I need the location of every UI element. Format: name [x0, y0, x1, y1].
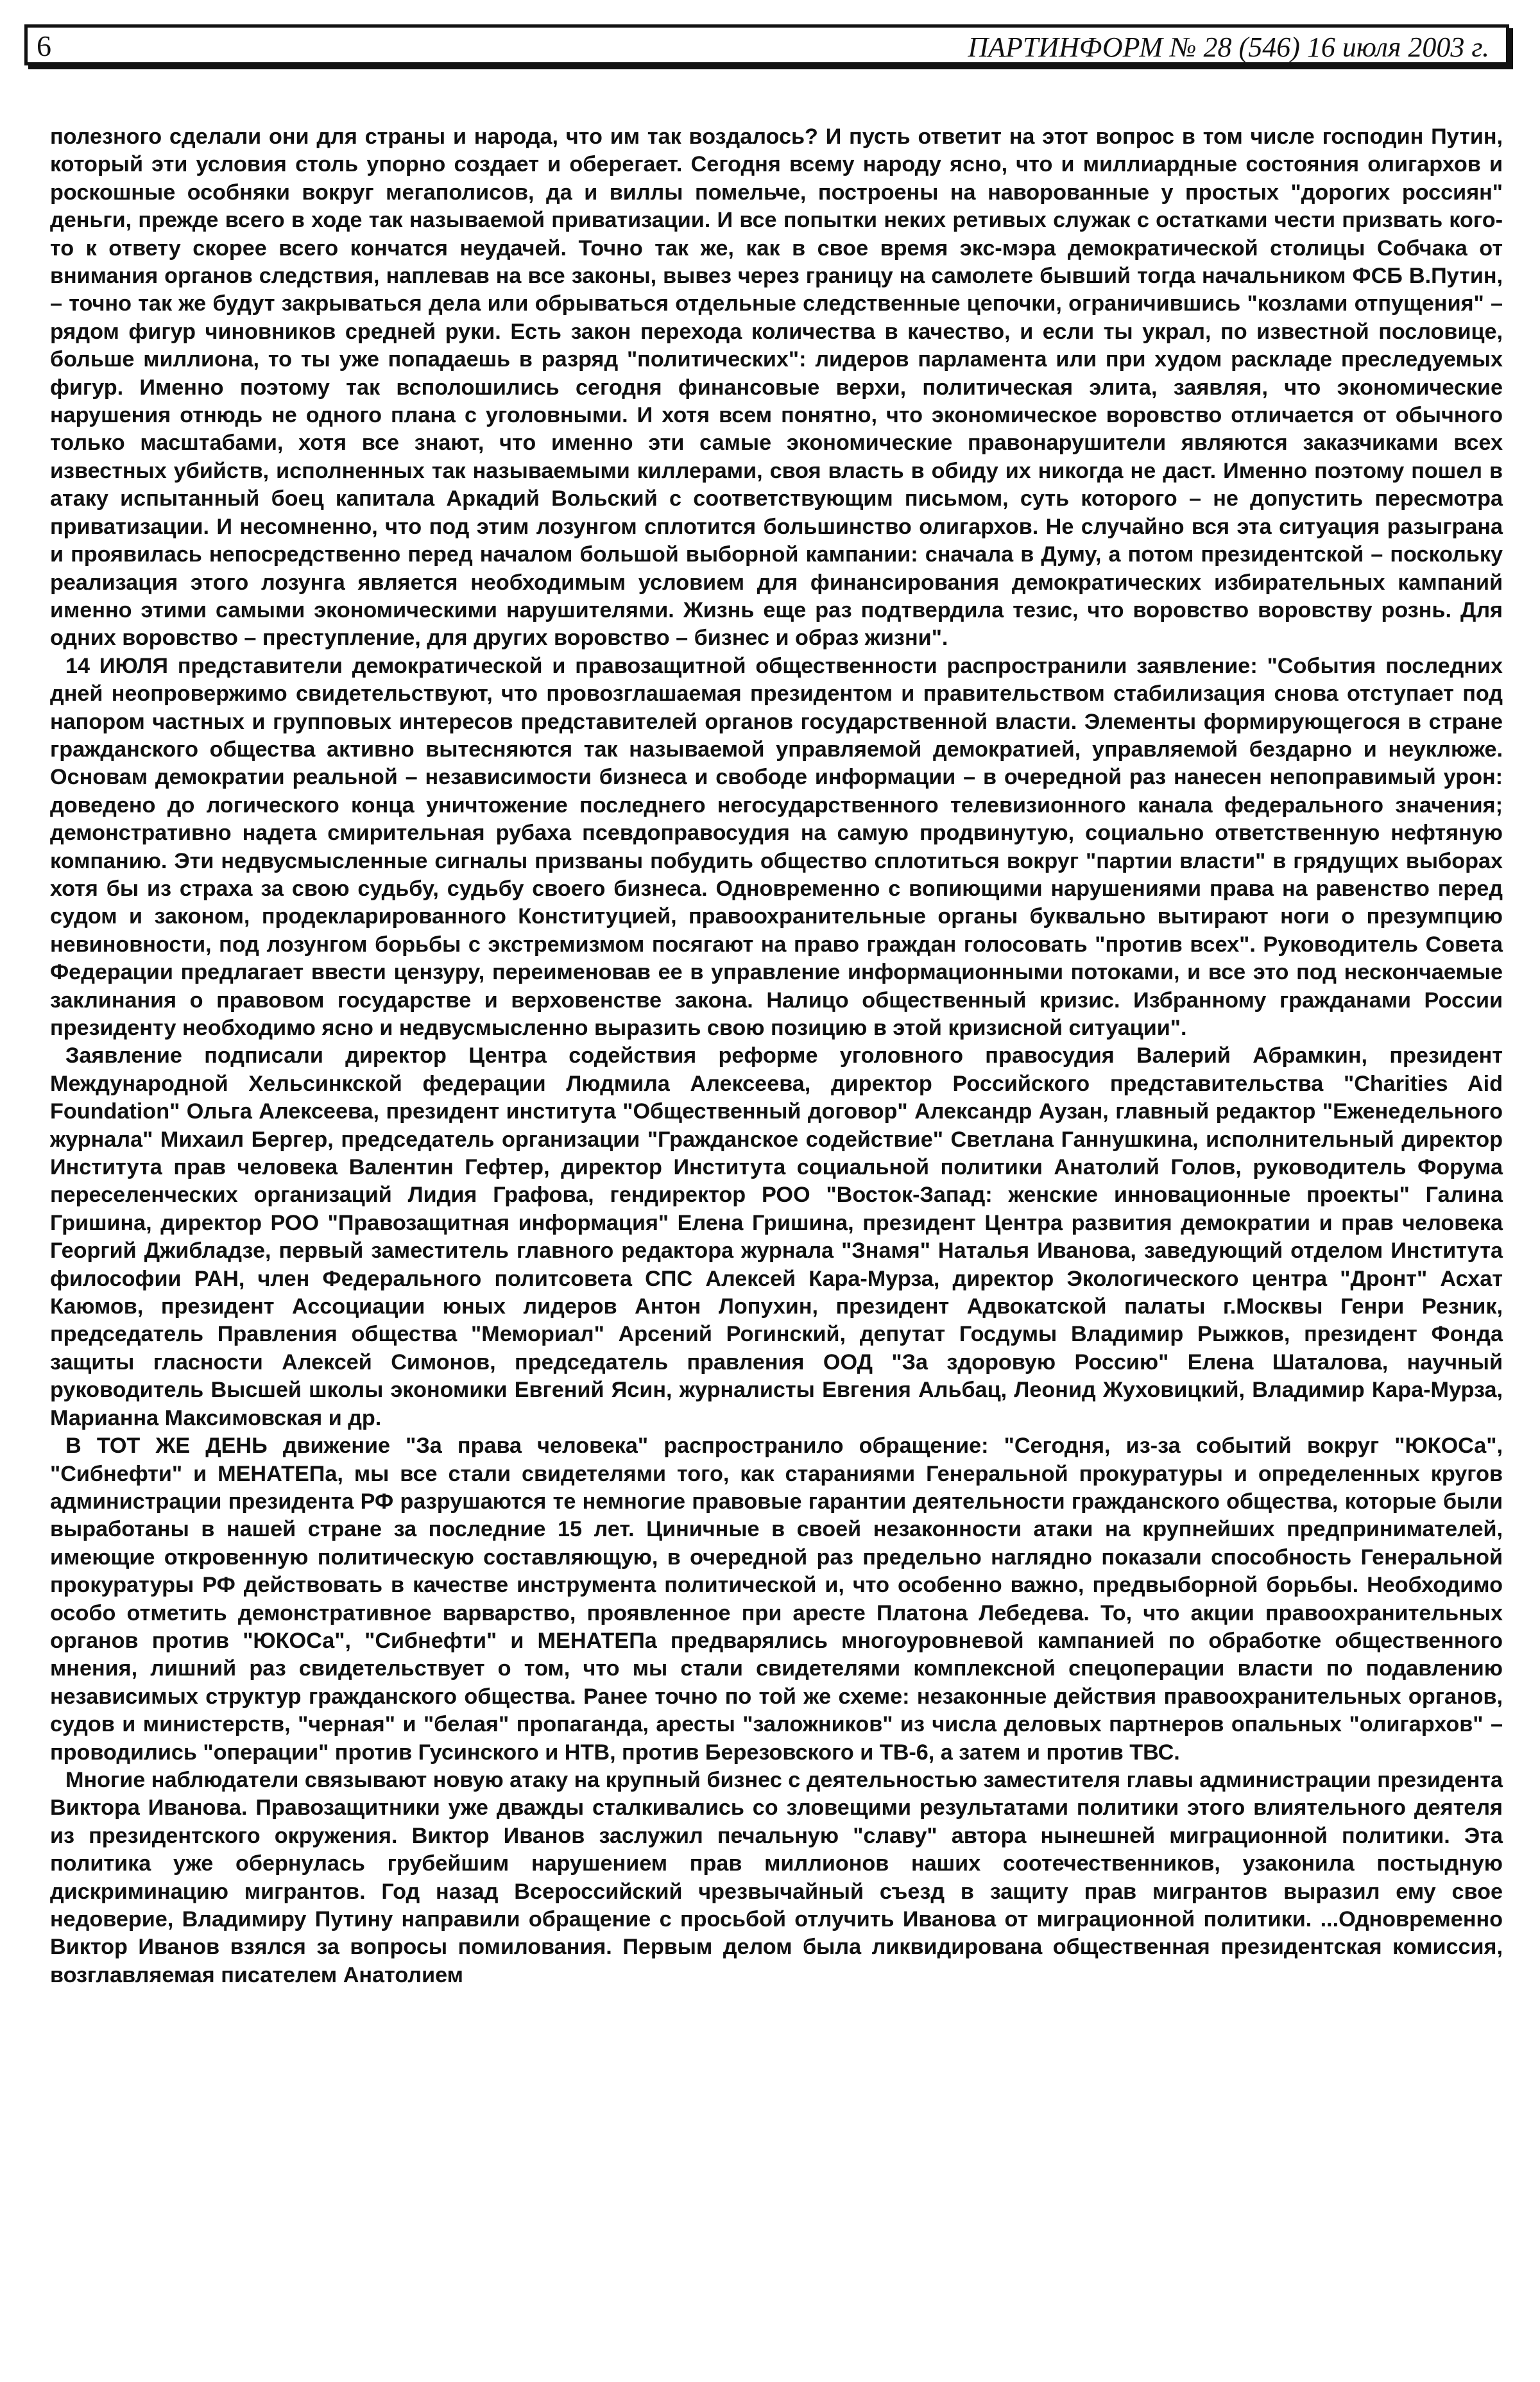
page-number: 6 [37, 30, 51, 62]
article-body [50, 123, 1503, 1989]
article-paragraph: полезного сделали они для страны и народа, что им так воздалось? И пусть ответит на этот вопрос в том числе господин Путин, который эти условия столь упорно создает и оберегает. Сегодня всему народу ясно, что и миллиардные состояния олигархов и роскошные особняки вокруг мегаполисов, да и виллы помельче, построены на наворованные у простых "дорогих россиян" деньги, прежде всего в ходе так называемой приватизации. И все попытки неких ретивых служак с остатками чести призвать кого-то к ответу скорее всего кончатся неудачей. Точно так же, как в свое время экс-мэра демократической столицы Собчака от внимания органов следствия, наплевав на все законы, вывез через границу на самолете бывший тогда начальником ФСБ В.Путин, – точно так же будут закрываться дела или обрываться отдельные следственные цепочки, ограничившись "козлами отпущения" – рядом фигур чиновников средней руки. Есть закон перехода количества в качество, и если ты украл, по известной пословице, больше миллиона, то ты уже попадаешь в разряд "политических": лидеров парламента или при худом раскладе преследуемых фигур. Именно поэтому так всполошились сегодня финансовые верхи, политическая элита, заявляя, что экономические нарушения отнюдь не одного плана с уголовными. И хотя всем понятно, что экономическое воровство отличается от обычного только масштабами, хотя все знают, что именно эти самые экономические правонарушители являются заказчиками всех известных убийств, исполненных так называемыми киллерами, своя власть в обиду их никогда не даст. Именно поэтому пошел в атаку испытанный боец капитала Аркадий Вольский с соответствующим письмом, суть которого – не допустить пересмотра приватизации. И несомненно, что под этим лозунгом сплотится большинство олигархов. Не случайно вся эта ситуация разыграна и проявилась непосредственно перед началом большой выборной кампании: сначала в Думу, а потом президентской – поскольку реализация этого лозунга является необходимым условием для финансирования демократических избирательных кампаний именно этими самыми экономическими нарушителями. Жизнь еще раз подтвердила тезис, что воровство воровству рознь. Для одних воровство – преступление, для других воровство – бизнес и образ жизни". [50, 124, 1503, 651]
article-paragraph: Многие наблюдатели связывают новую атаку на крупный бизнес с деятельностью заместителя главы администрации президента Виктора Иванова. Правозащитники уже дважды сталкивались со зловещими результатами политики этого влиятельного деятеля из президентского окружения. Виктор Иванов заслужил печальную "славу" автора нынешней миграционной политики. Эта политика уже обернулась грубейшим нарушением прав миллионов наших соотечественников, узаконила постыдную дискриминацию мигрантов. Год назад Всероссийский чрезвычайный съезд в защиту прав мигрантов выразил ему свое недоверие, Владимиру Путину направили обращение с просьбой отлучить Иванова от миграционной политики. ...Одновременно Виктор Иванов взялся за вопросы помилования. Первым делом была ликвидирована общественная президентская комиссия, возглавляемая писателем Анатолием [50, 1767, 1503, 1987]
article-paragraph: Заявление подписали директор Центра содействия реформе уголовного правосудия Валерий Абрамкин, президент Международной Хельсинкской федерации Людмила Алексеева, директор Российского представительства "Charities Aid Foundation" Ольга Алексеева, президент института "Общественный договор" Александр Аузан, главный редактор "Еженедельного журнала" Михаил Бергер, председатель организации "Гражданское содействие" Светлана Ганнушкина, исполнительный директор Института прав человека Валентин Гефтер, директор Института социальной политики Анатолий Голов, руководитель Форума переселенческих организаций Лидия Графова, гендиректор РОО "Восток-Запад: женские инновационные проекты" Галина Гришина, директор РОО "Правозащитная информация" Елена Гришина, президент Центра развития демократии и прав человека Георгий Джибладзе, первый заместитель главного редактора журнала "Знамя" Наталья Иванова, заведующий отделом Института философии РАН, член Федерального политсовета СПС Алексей Кара-Мурза, директор Экологического центра "Дронт" Асхат Каюмов, президент Ассоциации юных лидеров Антон Лопухин, президент Адвокатской палаты г.Москвы Генри Резник, председатель Правления общества "Мемориал" Арсений Рогинский, депутат Госдумы Владимир Рыжков, президент Фонда защиты гласности Алексей Симонов, председатель правления ООД "За здоровую Россию" Елена Шаталова, научный руководитель Высшей школы экономики Евгений Ясин, журналисты Евгения Альбац, Леонид Жуховицкий, Владимир Кара-Мурза, Марианна Максимовская и др. [50, 1043, 1503, 1430]
article-paragraph: В ТОТ ЖЕ ДЕНЬ движение "За права человека" распространило обращение: "Сегодня, из-за событий вокруг "ЮКОСа", "Сибнефти" и МЕНАТЕПа, мы все стали свидетелями того, как стараниями Генеральной прокуратуры и определенных кругов администрации президента РФ разрушаются те немногие правовые гарантии деятельности гражданского общества, которые были выработаны в нашей стране за последние 15 лет. Циничные в своей незаконности атаки на крупнейших предпринимателей, имеющие откровенную политическую составляющую, в очередной раз предельно наглядно показали способность Генеральной прокуратуры РФ действовать в качестве инструмента политической и, что особенно важно, предвыборной борьбы. Необходимо особо отметить демонстративное варварство, проявленное при аресте Платона Лебедева. То, что акции правоохранительных органов против "ЮКОСа", "Сибнефти" и МЕНАТЕПа предварялись многоуровневой кампанией по обработке общественного мнения, лишний раз свидетельствует о том, что мы стали свидетелями комплексной спецоперации власти по подавлению независимых структур гражданского общества. Ранее точно по той же схеме: незаконные действия правоохранительных органов, судов и министерств, "черная" и "белая" пропаганда, аресты "заложников" из числа деловых партнеров опальных "олигархов" – проводились "операции" против Гусинского и НТВ, против Березовского и ТВ-6, а затем и против ТВС. [50, 1434, 1503, 1765]
issue-line: ПАРТИНФОРМ № 28 (546) 16 июля 2003 г. [968, 31, 1489, 63]
article-paragraph: 14 ИЮЛЯ представители демократической и правозащитной общественности распространили заявление: "События последних дней неопровержимо свидетельствуют, что провозглашаемая президентом и правительством стабилизация снова отступает под напором частных и групповых интересов представителей органов государственной власти. Элементы формирующегося в стране гражданского общества активно вытесняются так называемой управляемой демократией, управляемой бездарно и неуклюже. Основам демократии реальной – независимости бизнеса и свободе информации – в очередной раз нанесен непоправимый урон: доведено до логического конца уничтожение последнего негосударственного телевизионного канала федерального значения; демонстративно надета смирительная рубаха псевдоправосудия на самую продвинутую, социально ответственную нефтяную компанию. Эти недвусмысленные сигналы призваны побудить общество сплотиться вокруг "партии власти" в грядущих выборах хотя бы из страха за свою судьбу, судьбу своего бизнеса. Одновременно с вопиющими нарушениями права на равенство перед судом и законом, продекларированного Конституцией, правоохранительные органы буквально вытирают ноги о презумпцию невиновности, под лозунгом борьбы с экстремизмом посягают на право граждан голосовать "против всех". Руководитель Совета Федерации предлагает ввести цензуру, переименовав ее в управление информационными потоками, и все это под нескончаемые заклинания о правовом государстве и верховенстве закона. Налицо общественный кризис. Избранному гражданами России президенту необходимо ясно и недвусмысленно выразить свою позицию в этой кризисной ситуации". [50, 653, 1503, 1040]
page-header [24, 24, 1509, 65]
